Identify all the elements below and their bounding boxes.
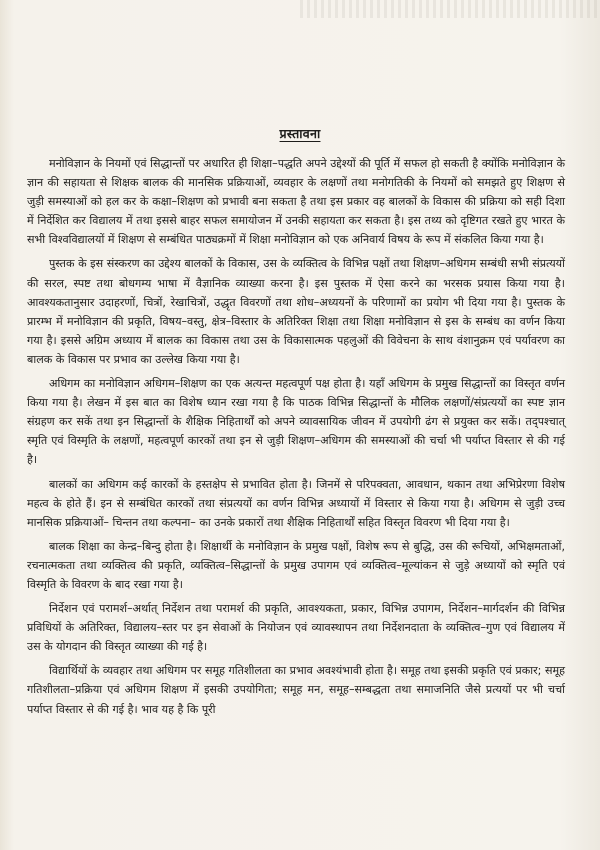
page-title: प्रस्तावना (279, 126, 321, 141)
paragraph-2: पुस्तक के इस संस्करण का उद्देश्य बालकों के विकास, उस के व्यक्तित्व के विभिन्न पक्षों तथा शिक्षण–अधिगम सम्बंधी सभी संप्रत्ययों की सरल, स्पष्ट तथा बोधगम्य भाषा में वैज्ञानिक व्याख्या करना है। इस पुस्तक में ऐसा करने का भरसक प्रयास किया गया है। आवश्यकतानुसार उदाहरणों, चित्रों, रेखाचित्रों, उद्धृत विवरणों तथा शोध–अध्ययनों के परिणामों का प्रयोग भी दिया गया है। पुस्तक के प्रारम्भ में मनोविज्ञान की प्रकृति, विषय–वस्तु, क्षेत्र–विस्तार के अतिरिक्त शिक्षा तथा शिक्षा मनोविज्ञान से इस के सम्बंध का वर्णन किया गया है। इससे अग्रिम अध्याय में बालक का विकास तथा उस के विकासात्मक पहलुओं की विवेचना के साथ वंशानुक्रम एवं पर्यावरण का बालक के विकास पर प्रभाव का उल्लेख किया गया है। (27, 257, 565, 366)
page-edge-bleed (300, 0, 600, 18)
paragraph-3: अधिगम का मनोविज्ञान अधिगम–शिक्षण का एक अत्यन्त महत्वपूर्ण पक्ष होता है। यहाँ अधिगम के प्रमुख सिद्धान्तों का विस्तृत वर्णन किया गया है। लेखन में इस बात का विशेष ध्यान रखा गया है कि पाठक विभिन्न सिद्धान्तों के मौलिक लक्षणों/संप्रत्ययों का स्पष्ट ज्ञान संग्रहण कर सकें तथा इन सिद्धान्तों के शैक्षिक निहितार्थों को अपने व्यावसायिक जीवन में उपयोगी ढंग से प्रयुक्त कर सकें। तद्पश्चात् स्मृति एवं विस्मृति के लक्षणों, महत्वपूर्ण कारकों तथा इन से जुड़ी शिक्षण–अधिगम की समस्याओं की चर्चा भी पर्याप्त विस्तार से की गई है। (27, 377, 565, 467)
body-text (27, 154, 565, 719)
paragraph-1: मनोविज्ञान के नियमों एवं सिद्धान्तों पर अधारित ही शिक्षा–पद्धति अपने उद्देश्यों की पूर्ति में सफल हो सकती है क्योंकि मनोविज्ञान के ज्ञान की सहायता से शिक्षक बालक की मानसिक प्रक्रियाओं, व्यवहार के लक्षणों तथा मनोगतिकी के नियमों को समझते हुए शिक्षण से जुड़ी समस्याओं को हल कर के कक्षा–शिक्षण को प्रभावी बना सकता है तथा इस प्रकार वह बालकों के विकास की प्रक्रिया को सही दिशा में निर्देशित कर विद्यालय में तथा इससे बाहर सफल समायोजन में उनकी सहायता कर सकता है। इस तथ्य को दृष्टिगत रखते हुए भारत के सभी विश्वविद्यालयों में शिक्षण से सम्बंधित पाठ्यक्रमों में शिक्षा मनोविज्ञान को एक अनिवार्य विषय के रूप में संकलित किया गया है। (27, 157, 565, 247)
paragraph-5: बालक शिक्षा का केन्द्र–बिन्दु होता है। शिक्षार्थी के मनोविज्ञान के प्रमुख पक्षों, विशेष रूप से बुद्धि, उस की रूचियों, अभिक्षमताओं, रचनात्मकता तथा व्यक्तित्व की प्रकृति, व्यक्तित्व–सिद्धान्तों के प्रमुख उपागम एवं व्यक्तित्व–मूल्यांकन से जुड़े अध्यायों को स्मृति एवं विस्मृति के विवरण के बाद रखा गया है। (27, 539, 565, 591)
paragraph-6: निर्देशन एवं परामर्श–अर्थात् निर्देशन तथा परामर्श की प्रकृति, आवश्यकता, प्रकार, विभिन्न उपागम, निर्देशन–मार्गदर्शन की विभिन्न प्रविधियों के अतिरिक्त, विद्यालय–स्तर पर इन सेवाओं के नियोजन एवं व्यावस्थापन तथा निर्देशनदाता के व्यक्तित्व–गुण एवं विद्यालय में उस के योगदान की विस्तृत व्याख्या की गई है। (27, 602, 565, 654)
paragraph-4: बालकों का अधिगम कई कारकों के हस्तक्षेप से प्रभावित होता है। जिनमें से परिपक्वता, आवधान, थकान तथा अभिप्रेरणा विशेष महत्व के होते हैं। इन से सम्बंधित कारकों तथा संप्रत्ययों का वर्णन विभिन्न अध्यायों में विस्तार से किया गया है। अधिगम से जुड़ी उच्च मानसिक प्रक्रियाओं– चिन्तन तथा कल्पना– का उनके प्रकारों तथा शैक्षिक निहितार्थों सहित विस्तृत विवरण भी दिया गया है। (27, 477, 565, 529)
paragraph-7: विद्यार्थियों के व्यवहार तथा अधिगम पर समूह गतिशीलता का प्रभाव अवश्यंभावी होता है। समूह तथा इसकी प्रकृति एवं प्रकार; समूह गतिशीलता–प्रक्रिया एवं अधिगम शिक्षण में इसकी उपयोगिता; समूह मन, समूह–सम्बद्धता तथा समाजनिति जैसे प्रत्ययों पर भी चर्चा पर्याप्त विस्तार से की गई है। भाव यह है कि पूरी (27, 664, 565, 716)
